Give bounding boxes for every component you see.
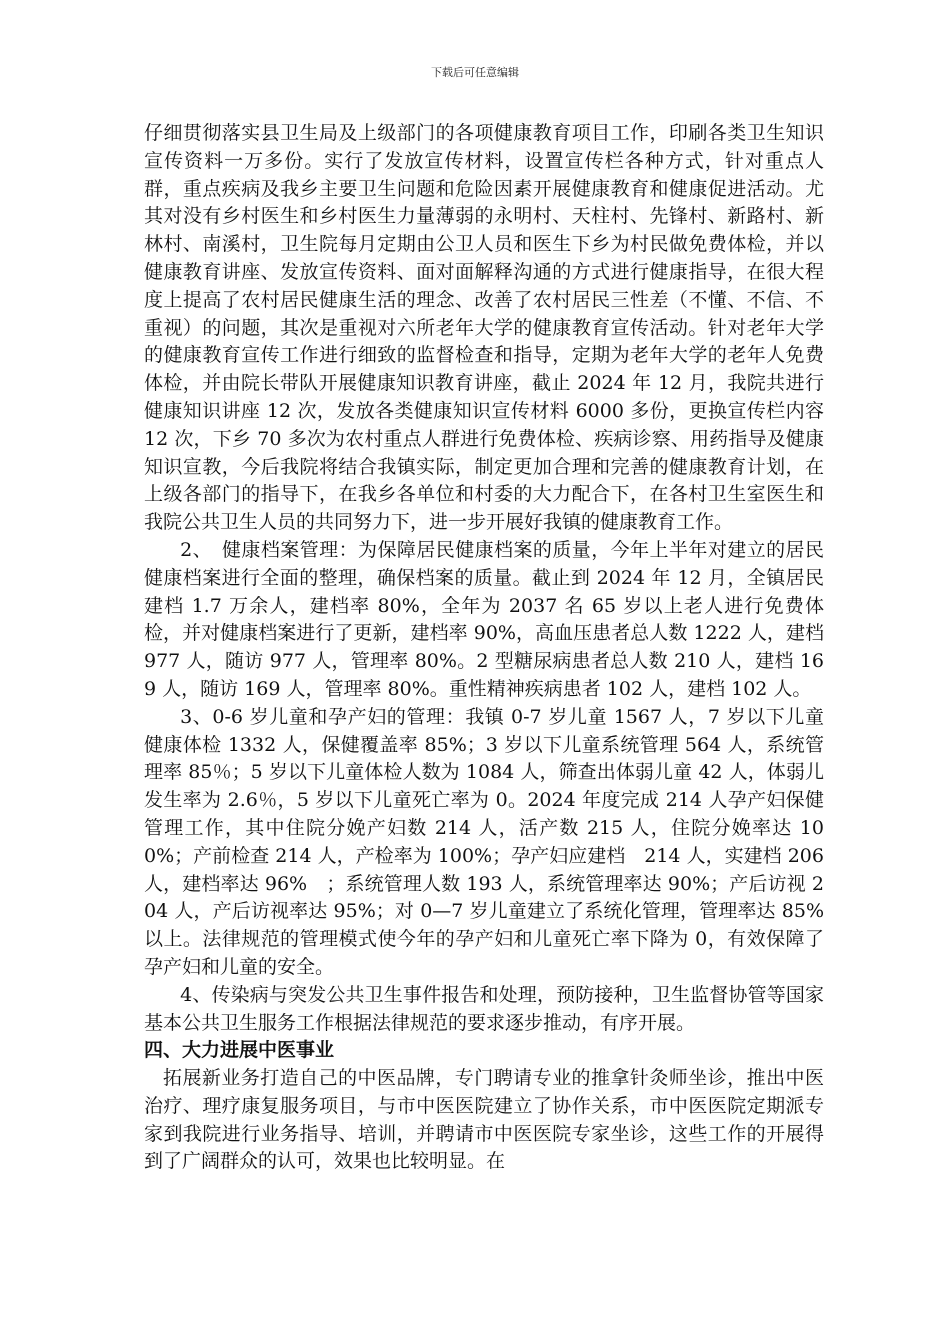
section-heading: 四、大力进展中医事业 xyxy=(144,1039,335,1062)
paragraph-tcm: 拓展新业务打造自己的中医品牌，专门聘请专业的推拿针灸师坐诊，推出中医治疗、理疗康复服务项目，与市中医医院建立了协作关系，市中医医院定期派专家到我院进行业务指导、培训，并聘请市中医医院专家坐诊，这些工作的开展得到了广阔群众的认可，效果也比较明显。在 xyxy=(144,1067,824,1173)
paragraph-children-maternal: 3、0-6 岁儿童和孕产妇的管理：我镇 0-7 岁儿童 1567 人，7 岁以下儿童健康体检 1332 人，保健覆盖率 85%；3 岁以下儿童系统管理 564 人，系统管理率 85％；5 岁以下儿童体检人数为 1084 人，筛查出体弱儿童 42 人，体弱儿发生率为 2.6％，5 岁以下儿童死亡率为 0。2024 年度完成 214 人孕产妇保健管理工作，其中住院分娩产妇数 214 人，活产数 215 人，住院分娩率达 100%；产前检查 214 人，产检率为 100%；孕产妇应建档 214 人，实建档 206 人，建档率达 96% ；系统管理人数 193 人，系统管理率达 90%；产后访视 204 人，产后访视率达 95%；对 0—7 岁儿童建立了系统化管理，管理率达 85%以上。法律规范的管理模式使今年的孕产妇和儿童死亡率下降为 0，有效保障了孕产妇和儿童的安全。 xyxy=(144,705,824,978)
paragraph-health-education: 仔细贯彻落实县卫生局及上级部门的各项健康教育项目工作，印刷各类卫生知识宣传资料一万多份。实行了发放宣传材料，设置宣传栏各种方式，针对重点人群，重点疾病及我乡主要卫生问题和危险因素开展健康教育和健康促进活动。尤其对没有乡村医生和乡村医生力量薄弱的永明村、天柱村、先锋村、新路村、新林村、南溪村，卫生院每月定期由公卫人员和医生下乡为村民做免费体检，并以健康教育讲座、发放宣传资料、面对面解释沟通的方式进行健康指导，在很大程度上提高了农村居民健康生活的理念、改善了农村居民三性差（不懂、不信、不重视）的问题，其次是重视对六所老年大学的健康教育宣传活动。针对老年大学的健康教育宣传工作进行细致的监督检查和指导，定期为老年大学的老年人免费体检，并由院长带队开展健康知识教育讲座，截止 2024 年 12 月，我院共进行健康知识讲座 12 次，发放各类健康知识宣传材料 6000 多份，更换宣传栏内容 12 次，下乡 70 多次为农村重点人群进行免费体检、疾病诊察、用药指导及健康知识宣教，今后我院将结合我镇实际，制定更加合理和完善的健康教育计划，在上级各部门的指导下，在我乡各单位和村委的大力配合下，在各村卫生室医生和我院公共卫生人员的共同努力下，进一步开展好我镇的健康教育工作。 xyxy=(144,122,824,534)
document-body xyxy=(144,120,824,1176)
page-header: 下载后可任意编辑 xyxy=(431,66,519,79)
paragraph-health-records: 2、 健康档案管理：为保障居民健康档案的质量，今年上半年对建立的居民健康档案进行全面的整理，确保档案的质量。截止到 2024 年 12 月，全镇居民建档 1.7 万余人，建档率 80%，全年为 2037 名 65 岁以上老人进行免费体检，并对健康档案进行了更新，建档率 90%，高血压患者总人数 1222 人，建档 977 人，随访 977 人，管理率 80%。2 型糖尿病患者总人数 210 人，建档 169 人，随访 169 人，管理率 80%。重性精神疾病患者 102 人，建档 102 人。 xyxy=(144,538,824,700)
paragraph-infectious-disease: 4、传染病与突发公共卫生事件报告和处理，预防接种，卫生监督协管等国家基本公共卫生服务工作根据法律规范的要求逐步推动，有序开展。 xyxy=(144,983,824,1034)
